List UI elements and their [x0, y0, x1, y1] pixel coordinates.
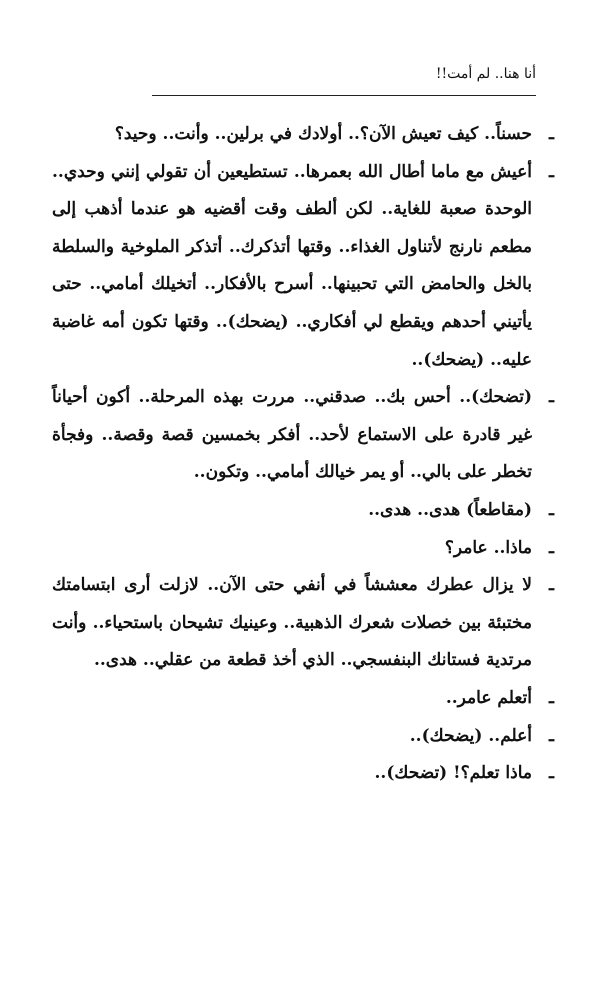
dialogue-line: ـ أعلم.. (يضحك).. [52, 718, 554, 756]
dialogue-line: ـ أعيش مع ماما أطال الله بعمرها.. تستطيعين أن تقولي إنني وحدي.. الوحدة صعبة للغاية.. لكن ألطف وقت أقضيه هو عندما أذهب إلى مطعم نارنج لأتناول الغذاء.. وقتها أتذكرك.. أتذكر الملوخية والسلطة بالخل والحامض التي تحبينها.. أسرح بالأفكار.. أتخيلك أمامي.. حتى يأتيني أحدهم ويقطع لي أفكاري.. (يضحك).. وقتها تكون أمه غاضبة عليه.. (يضحك).. [52, 154, 554, 380]
dialogue-line: ـ (تضحك).. أحس بك.. صدقني.. مررت بهذه المرحلة.. أكون أحياناً غير قادرة على الاستماع لأحد.. أفكر بخمسين قصة وقصة.. وفجأة تخطر على بالي.. أو يمر خيالك أمامي.. وتكون.. [52, 379, 554, 492]
dialogue-line: ـ ماذا.. عامر؟ [52, 530, 554, 568]
dialogue-line: ـ لا يزال عطرك معششاً في أنفي حتى الآن.. لازلت أرى ابتسامتك مختبئة بين خصلات شعرك الذهبية.. وعينيك تشيحان باستحياء.. وأنت مرتدية فستانك البنفسجي.. الذي أخذ قطعة من عقلي.. هدى.. [52, 567, 554, 680]
dialogue-line: ـ (مقاطعاً) هدى.. هدى.. [52, 492, 554, 530]
dialogue-line: ـ أتعلم عامر.. [52, 680, 554, 718]
dialogue-line: ـ حسناً.. كيف تعيش الآن؟.. أولادك في برلين.. وأنت.. وحيد؟ [52, 116, 554, 154]
running-header: أنا هنا.. لم أمت!! [435, 66, 536, 82]
dialogue-line: ـ ماذا تعلم؟! (تضحك).. [52, 755, 554, 793]
header-rule [152, 95, 536, 96]
dialogue-body [52, 116, 554, 793]
